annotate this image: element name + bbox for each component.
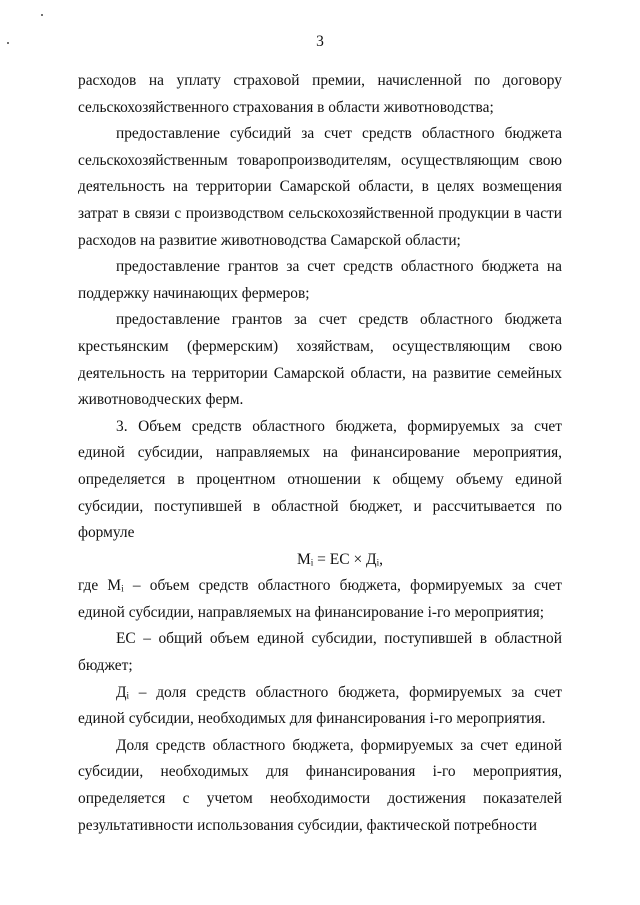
formula: Mᵢ = EC × Дᵢ, bbox=[296, 550, 384, 568]
scan-dot bbox=[41, 14, 43, 16]
paragraph: предоставление субсидий за счет средств областного бюджета сельскохозяйственным товаропроизводителям, осуществляющим свою деятельность на территории Самарской области, в целях возмещения затрат в связи с производством сельскохозяйственной продукции в части расходов на развитие животноводства Самарской области; bbox=[78, 125, 562, 249]
definition: где Mᵢ – объем средств областного бюджета, формируемых за счет единой субсидии, направляемых на финансирование i-го мероприятия; bbox=[78, 577, 562, 621]
definition: Дᵢ – доля средств областного бюджета, формируемых за счет единой субсидии, необходимых для финансирования i-го мероприятия. bbox=[78, 683, 562, 728]
paragraph: расходов на уплату страховой премии, начисленной по договору сельскохозяйственного страхования в области животноводства; bbox=[78, 72, 562, 116]
paragraph: предоставление грантов за счет средств областного бюджета крестьянским (фермерским) хозяйствам, осуществляющим свою деятельность на территории Самарской области, на развитие семейных животноводческих ферм. bbox=[78, 311, 562, 409]
definition: ЕС – общий объем единой субсидии, поступившей в областной бюджет; bbox=[78, 630, 562, 675]
page-number: 3 bbox=[316, 33, 324, 50]
document-body bbox=[78, 68, 562, 839]
paragraph: Доля средств областного бюджета, формируемых за счет единой субсидии, необходимых для финансирования i-го мероприятия, определяется с учетом необходимости достижения показателей результативности использования субсидии, фактической потребности bbox=[78, 736, 562, 834]
paragraph: 3. Объем средств областного бюджета, формируемых за счет единой субсидии, направляемых на финансирование мероприятия, определяется в процентном отношении к общему объему единой субсидии, поступившей в областной бюджет, и рассчитывается по формуле bbox=[78, 417, 562, 542]
paragraph: предоставление грантов за счет средств областного бюджета на поддержку начинающих фермеров; bbox=[78, 258, 562, 302]
